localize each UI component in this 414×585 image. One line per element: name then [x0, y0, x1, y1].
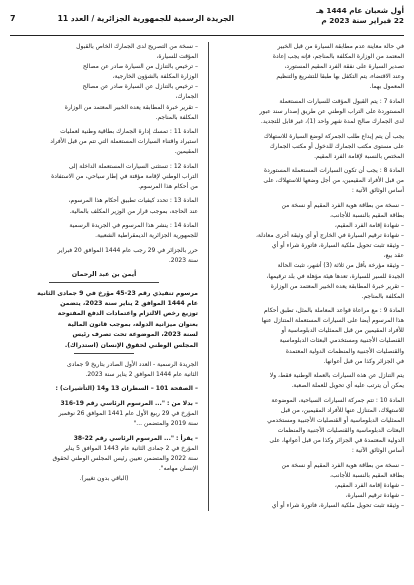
text-line: المكلفة بالمناجم.	[361, 292, 404, 300]
text-line: الثانية عام 1444 الموافق 2 يناير سنة 2023.	[85, 370, 198, 378]
text-line: – ترخيص بالتنازل من السيارة صادر عن مصالح	[82, 63, 198, 71]
text-line: – شهادة ترقيم السيارة في الخارج أو أي وثيقة أخرى معادلة،	[255, 232, 404, 240]
text-line: المادة 11 : تمسك إدارة الجمارك بطاقية وطنية لعمليات	[60, 128, 198, 136]
decree-title-line: توزيع رخص الالتزام واعتمادات الدفع المفتوحة	[57, 310, 198, 318]
text-line: هذا المرسوم أيضا على السيارات المستعملة المتنازل عنها	[261, 317, 404, 325]
text-line: المادة 13 : تحدد كيفيات تطبيق أحكام هذا المرسوم،	[68, 197, 198, 205]
text-line: المؤرخ في 29 ربيع الأول عام 1441 الموافق 26 نوفمبر	[58, 410, 198, 418]
text-line: – نسخة من التصريح لدى الجمارك الخاص بالقبول	[76, 43, 198, 50]
text-line: – وثيقة تثبت تحويل ملكية السيارة، فاتورة شراء أو أي	[271, 242, 404, 250]
text-line: من قبل الأفراد المقيمين، من أجل وضعها للاستهلاك، على	[263, 177, 404, 185]
text-line: البعثات الدبلوماسية والقنصليات الأجنبية والمنظمات	[277, 427, 404, 435]
text-line: سنة 2022 والمتضمن تعيين رئيس المجلس الوطني لحقوق	[52, 454, 198, 462]
text-line: القنصليات الأجنبية ومستخدمي البعثات الدبلوماسية	[279, 337, 404, 345]
decree-title-line: بعنوان ميزانية الدولة، بموجب قانون المالية	[67, 320, 198, 328]
text-line: المادة 10 : تتم جمركة السيارات السياحية، الموضوعة	[271, 396, 404, 404]
text-line: – وثيقة تثبت تحويل ملكية السيارة، فاتورة شراء أو أي	[271, 502, 404, 510]
text-line: – شهادة إقامة الفرد المقيم،	[334, 481, 404, 489]
text-line: – شهادة إقامة الفرد المقيم،	[334, 222, 404, 230]
decree-title-line: لسنة 2023، الموضوعة تحت تصرف رئيس	[72, 331, 198, 339]
right-column	[208, 42, 404, 511]
text-line: للاستهلاك، المتنازل عنها للأفراد المقيمين، من قبل	[280, 406, 404, 414]
text-line: يمكن أن يترتب عليه أي تحويل للعملة الصعبة.	[291, 382, 404, 390]
text-line: عند الحاجة، بموجب قرار من الوزير المكلف بالمالية.	[69, 207, 198, 215]
text-line: الجريدة الرسمية - العدد الأول الصادر بتاريخ 9 جمادى	[67, 360, 198, 368]
text-line: – وثيقة مؤرخة بأقل من ثلاثة (3) أشهر، تثبت الحالة	[277, 262, 404, 270]
text-line: للأفراد المقيمين من قبل الممثليات الدبلوماسية أو	[281, 327, 404, 335]
text-line: استيراد واقتناء السيارات المستعملة التي تتم من قبل الأفراد	[50, 138, 198, 146]
text-line: – نسخة من بطاقة هوية الفرد المقيم أو نسخة من	[281, 201, 404, 209]
correction-body	[10, 360, 198, 484]
two-column-body	[10, 42, 404, 511]
text-line: الممثليات الدبلوماسية أو القنصليات الأجنبية ومستخدمي	[267, 416, 404, 424]
text-line: المؤقت للسيارة،	[156, 53, 198, 61]
text-line: سنة 2019 والمتضمن ..."	[133, 420, 198, 428]
text-line: على مستوى مكتب الجمارك للدخول أو مكتب الجمارك	[269, 142, 404, 150]
text-line: حرر بالجزائر في 29 رجب عام 1444 الموافق 20 فبراير	[57, 246, 198, 254]
text-line: – نسخة من بطاقة هوية الفرد المقيم أو نسخة من	[281, 461, 404, 469]
text-line: – شهادة ترقيم السيارة،	[345, 491, 404, 499]
text-line: وعند الاقتضاء، يتم التكفل بها طبقا للتشريع والتنظيم	[276, 73, 404, 81]
text-line: يتم التنازل عن هذه السيارات بالعملة الوطنية فقط، ولا	[269, 372, 404, 380]
text-line: المقيمين.	[174, 148, 198, 156]
text-line: يجب أن يتم إيداع طلب الجمركة لوضع السيارة للاستهلاك	[263, 132, 404, 140]
page-header	[10, 6, 404, 36]
text-line: الجمارك،	[175, 93, 198, 101]
text-line: المستوردة على التراب الوطني عن طريق إصدار سند عبور	[259, 107, 404, 115]
decree-title-line: مرسوم تنفيذي رقم 23-45 مؤرخ في 9 جمادى الثانية	[37, 289, 198, 297]
issue-date-hijri: أول شعبان عام 1444 هـ	[316, 6, 404, 15]
issue-date-gregorian: 22 فبراير سنة 2023 م	[321, 16, 404, 25]
right-column-text	[217, 42, 404, 511]
text-line: للجمهورية الجزائرية الديمقراطية الشعبية.	[95, 232, 198, 240]
text-line: (الباقي بدون تغيير).	[79, 474, 129, 482]
text-line: المعمول بهما.	[369, 83, 404, 91]
journal-title: الجريدة الرسمية للجمهورية الجزائرية / العدد 11	[57, 14, 235, 23]
decree-title-line: عام 1444 الموافق 2 يناير سنة 2023، يتضمن	[60, 300, 198, 308]
text-line: الوزارة المكلفة بالشؤون الخارجية،	[112, 73, 198, 81]
text-line: بطاقة المقيم بالنسبة للأجانب،	[330, 471, 404, 479]
text-line: بطاقة المقيم بالنسبة للأجانب،	[330, 211, 404, 219]
decree-title	[10, 289, 198, 351]
left-column	[10, 42, 198, 511]
section-divider	[49, 282, 159, 283]
text-line: عقد بيع،	[383, 252, 404, 260]
text-line: المؤرخ في 2 جمادى الثانية عام 1443 الموافق 5 يناير	[63, 444, 198, 452]
text-line: المادة 14 : ينشر هذا المرسوم في الجريدة الرسمية	[69, 222, 198, 230]
text-line: سنة 2023.	[168, 256, 198, 264]
issue-date	[276, 6, 404, 26]
text-line: في الجزائر وكذا من قبل أعوانها.	[323, 357, 404, 365]
text-line: المختص بالنسبة لإقامة الفرد المقيم.	[314, 152, 404, 160]
text-line: التراب الوطني لإقامة مؤقتة في إطار سياحي، من الاستفادة	[51, 172, 198, 180]
text-line: – ترخيص بالتنازل عن السيارة صادر عن مصالح	[82, 83, 198, 91]
text-line: الدولية المعتمدة في الجزائر وكذا من قبل أعوانها، على	[269, 437, 404, 445]
left-column-articles	[10, 42, 198, 266]
text-line: والقنصليات الأجنبية والمنظمات الدولية المعتمدة	[285, 347, 404, 355]
text-line: المادة 12 : تستثنى السيارات المستعملة الداخلة إلى	[68, 162, 198, 170]
text-line: في حالة معاينة عدم مطابقة السيارة من قبل الخبير	[277, 43, 404, 50]
text-line: المادة 7 : يتم القبول المؤقت للسيارات المستعملة	[279, 97, 404, 105]
decree-title-line: المجلس الوطني لحقوق الإنسان (استدراك).	[64, 341, 198, 349]
text-line: – يقرأ : "... المرسوم الرئاسي رقم 22-38	[73, 434, 198, 442]
text-line: أساس الوثائق الآتية :	[351, 187, 404, 195]
text-line: تصدير السيارة على نفقة الفرد المقيم المستورد،	[284, 63, 404, 71]
text-line: من أحكام هذا المرسوم.	[138, 183, 198, 190]
text-line: المادة 8 : يجب أن تكون السيارات المستعملة المستوردة	[263, 167, 404, 175]
text-line: – تقرير خبرة المطابقة يعده الخبير المعتمد من الوزارة	[270, 282, 404, 290]
text-line: أساس الوثائق الآتية :	[351, 447, 404, 455]
text-line: الجيدة للسير للسيارة، تعدها هيئة مؤهلة في بلد ترقيمها،	[266, 272, 404, 280]
text-line: المادة 9 : مع مراعاة قواعد المعاملة بالمثل، تطبق أحكام	[264, 307, 404, 315]
section-divider-2	[74, 353, 134, 354]
signature: أيمن بن عبد الرحمان	[71, 270, 137, 278]
text-line: – الصفحة 101 – السطران 13 و14 (التأشيرات) :	[55, 385, 198, 393]
text-line: لدى الجمارك صالح لمدة شهر واحد (1)، غير قابل للتجديد.	[260, 118, 404, 126]
text-line: المكلفة بالمناجم.	[155, 113, 198, 121]
text-line: المعتمد من الوزارة المكلفة بالمناجم، فإنه يجب إعادة	[272, 53, 404, 61]
text-line: – بدلا من : "... المرسوم الرئاسي رقم 19-316	[60, 399, 198, 407]
page-number: 7	[10, 14, 16, 23]
text-line: – تقرير خبرة المطابقة يعده الخبير المعتمد من الوزارة	[64, 103, 198, 111]
text-line: الإنسان مهامه".	[158, 464, 198, 472]
